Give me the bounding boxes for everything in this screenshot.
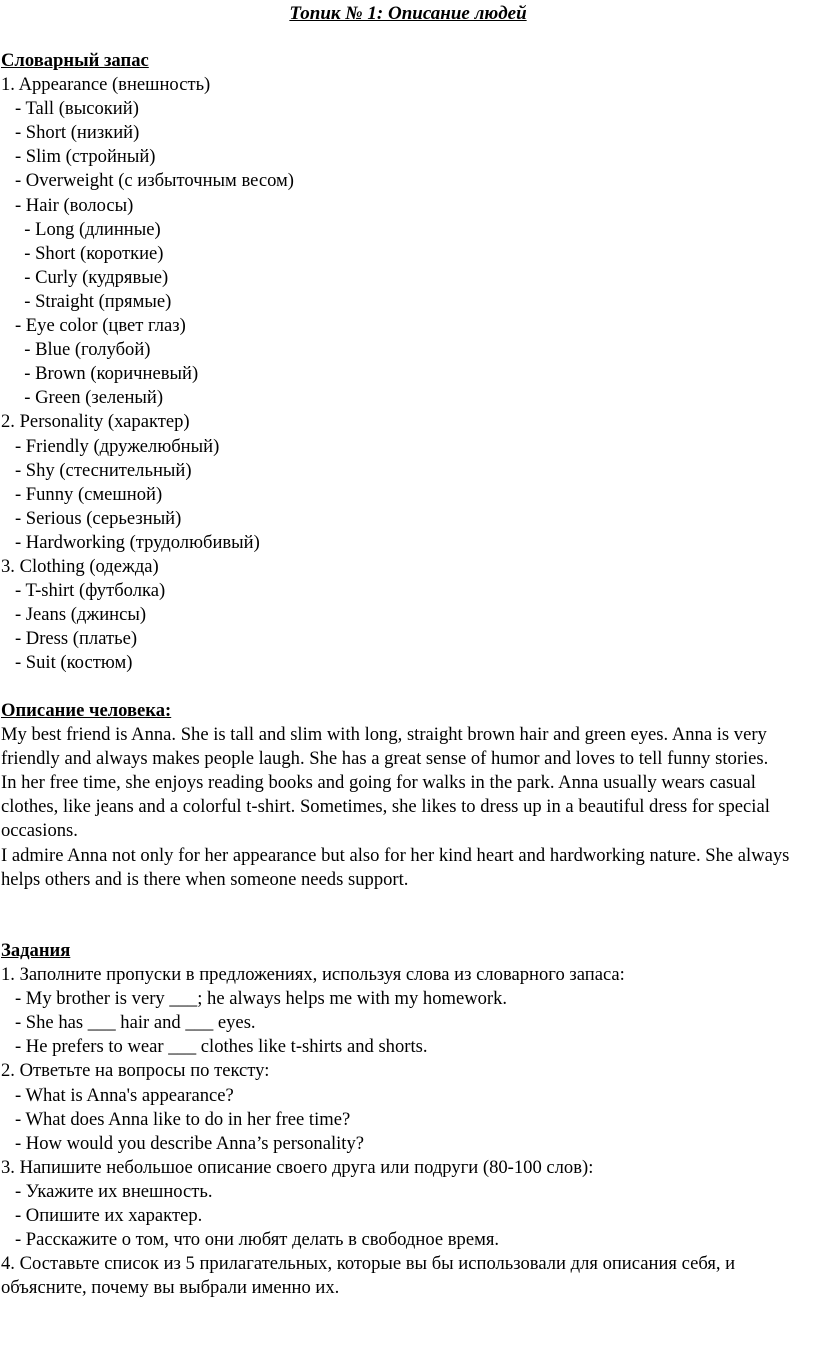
task-line: 2. Ответьте на вопросы по тексту:: [1, 1060, 270, 1082]
vocab-line: - Hair (волосы): [1, 194, 134, 216]
task-paragraph: 4. Составьте список из 5 прилагательных, которые вы бы использовали для описания себя, и объясните, почему вы выбрали именно их.: [1, 1253, 736, 1299]
vocab-line: - Brown (коричневый): [1, 363, 199, 385]
vocab-line: - Long (длинные): [1, 218, 161, 240]
vocab-line: - Curly (кудрявые): [1, 266, 169, 288]
task-line: - He prefers to wear ___ clothes like t-shirts and shorts.: [1, 1036, 428, 1058]
vocab-line: - Short (короткие): [1, 242, 164, 264]
description-heading: Описание человека:: [1, 700, 172, 721]
description-section: [1, 699, 813, 892]
task-line: - Опишите их характер.: [1, 1205, 203, 1227]
vocab-line: - Tall (высокий): [1, 98, 139, 120]
task-line: - My brother is very ___; he always helps me with my homework.: [1, 988, 508, 1010]
vocabulary-heading: Словарный запас: [1, 50, 149, 71]
task-line: - What is Anna's appearance?: [1, 1084, 234, 1106]
description-paragraph: I admire Anna not only for her appearance but also for her kind heart and hardworking nature. She always helps others and is there when someone needs support.: [1, 844, 790, 890]
vocab-line: - Slim (стройный): [1, 146, 156, 168]
description-paragraph: In her free time, she enjoys reading books and going for walks in the park. Anna usually wears casual clothes, like jeans and a colorful t-shirt. Sometimes, she likes to dress up in a beautiful dress for special occasions.: [1, 772, 770, 842]
vocab-line: - Straight (прямые): [1, 290, 172, 312]
vocab-line: 2. Personality (характер): [1, 411, 190, 433]
vocab-line: - Serious (серьезный): [1, 507, 182, 529]
tasks-heading: Задания: [1, 940, 71, 961]
vocab-line: - Friendly (дружелюбный): [1, 435, 220, 457]
vocab-line: 3. Clothing (одежда): [1, 555, 159, 577]
task-line: 1. Заполните пропуски в предложениях, используя слова из словарного запаса:: [1, 964, 625, 986]
vocab-line: - Overweight (с избыточным весом): [1, 170, 294, 192]
vocab-line: - Short (низкий): [1, 122, 140, 144]
vocab-line: - T-shirt (футболка): [1, 580, 166, 602]
vocab-line: - Funny (смешной): [1, 483, 163, 505]
vocab-line: - Suit (костюм): [1, 652, 133, 674]
vocab-line: - Shy (стеснительный): [1, 459, 192, 481]
description-paragraph: My best friend is Anna. She is tall and slim with long, straight brown hair and green eyes. Anna is very friendly and always makes people laugh. She has a great sense of humor and loves to tell funny stories.: [1, 724, 769, 770]
vocab-line: - Eye color (цвет глаз): [1, 315, 186, 337]
task-line: - How would you describe Anna’s personality?: [1, 1132, 365, 1154]
task-line: 3. Напишите небольшое описание своего друга или подруги (80-100 слов):: [1, 1156, 594, 1178]
vocab-line: - Hardworking (трудолюбивый): [1, 531, 260, 553]
tasks-section: [1, 939, 813, 1300]
vocab-line: - Blue (голубой): [1, 339, 151, 361]
task-line: - She has ___ hair and ___ eyes.: [1, 1012, 256, 1034]
vocab-line: - Dress (платье): [1, 628, 138, 650]
vocabulary-section: [1, 49, 813, 675]
document-title: Топик № 1: Описание людей: [289, 3, 527, 24]
vocab-line: - Jeans (джинсы): [1, 604, 147, 626]
task-line: - Укажите их внешность.: [1, 1180, 213, 1202]
task-line: - What does Anna like to do in her free time?: [1, 1108, 351, 1130]
vocab-line: 1. Appearance (внешность): [1, 74, 211, 96]
task-line: - Расскажите о том, что они любят делать в свободное время.: [1, 1229, 500, 1251]
vocab-line: - Green (зеленый): [1, 387, 164, 409]
